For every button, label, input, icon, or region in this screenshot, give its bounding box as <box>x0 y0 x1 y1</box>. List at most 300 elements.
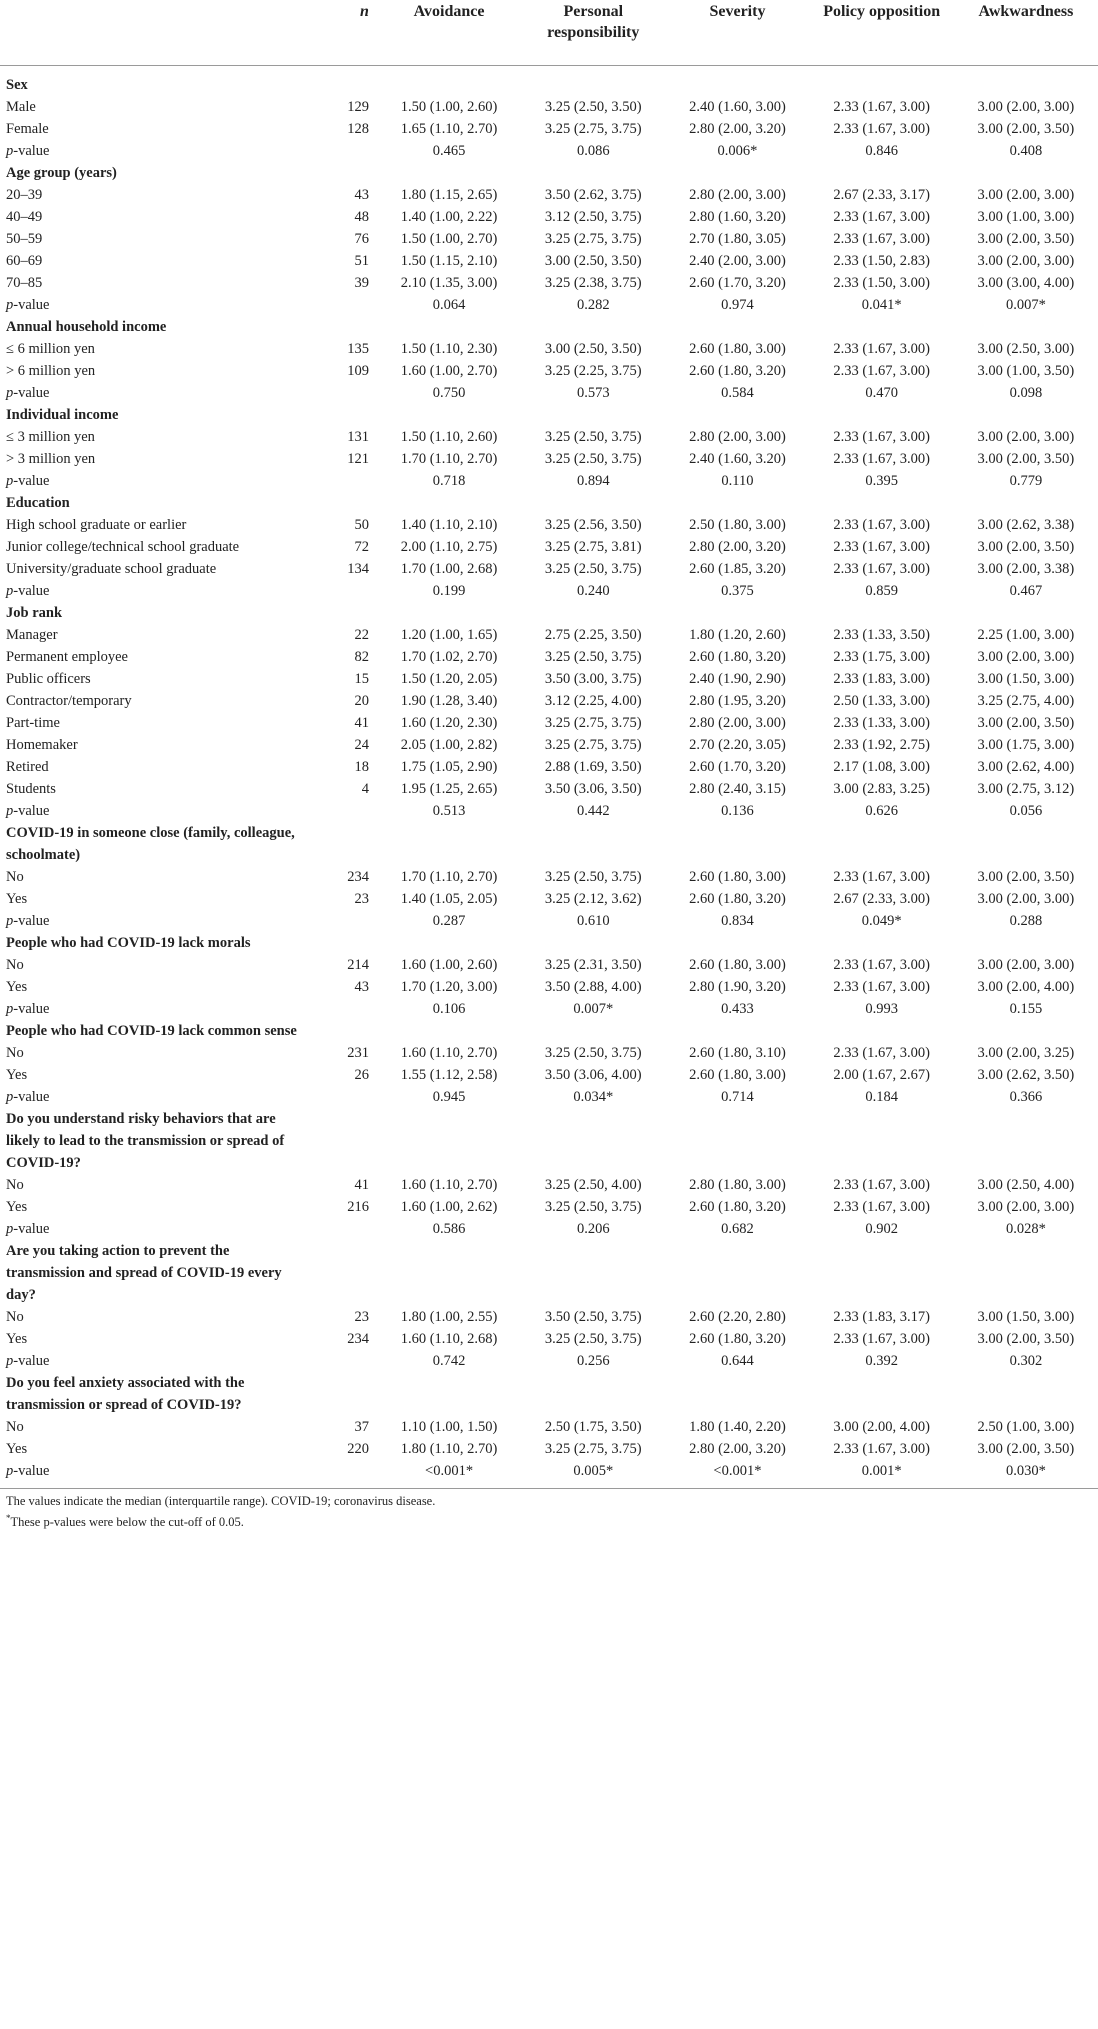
section-header-row <box>0 74 1098 96</box>
row-n: 234 <box>347 869 369 885</box>
table-row <box>0 118 1098 140</box>
cell-severity: 1.80 (1.40, 2.20) <box>689 1419 786 1435</box>
p-suffix: -value <box>13 803 50 819</box>
section-filler <box>307 74 1098 96</box>
cell-policy-opposition: 2.33 (1.92, 2.75) <box>833 737 930 753</box>
row-label: Yes <box>6 1067 28 1083</box>
cell-avoidance: 2.00 (1.10, 2.75) <box>400 539 498 555</box>
row-n: 134 <box>347 561 369 577</box>
p-value-avoidance: 0.465 <box>432 143 466 159</box>
section-header-row <box>0 1372 1098 1416</box>
p-value-avoidance: 0.199 <box>432 583 466 599</box>
p-value-n-empty <box>307 382 377 404</box>
p-value-severity: 0.974 <box>721 297 754 313</box>
cell-severity: 2.60 (1.80, 3.20) <box>689 363 786 379</box>
row-n: 41 <box>354 715 369 731</box>
cell-severity: 2.60 (1.80, 3.20) <box>689 649 786 665</box>
p-value-avoidance: <0.001* <box>425 1463 474 1479</box>
cell-policy-opposition: 2.33 (1.83, 3.00) <box>833 671 930 687</box>
row-label: Permanent employee <box>6 649 128 665</box>
cell-personal-responsibility: 3.25 (2.50, 3.75) <box>544 649 642 665</box>
table-row <box>0 954 1098 976</box>
cell-personal-responsibility: 3.25 (2.75, 3.75) <box>544 715 642 731</box>
cell-policy-opposition: 2.33 (1.67, 3.00) <box>833 1199 930 1215</box>
p-suffix: -value <box>13 1353 50 1369</box>
table-row <box>0 250 1098 272</box>
cell-policy-opposition: 2.33 (1.67, 3.00) <box>833 429 930 445</box>
cell-policy-opposition: 2.67 (2.33, 3.00) <box>833 891 930 907</box>
cell-personal-responsibility: 3.50 (3.00, 3.75) <box>544 671 642 687</box>
p-symbol: p <box>6 385 14 401</box>
p-value-label <box>0 1460 307 1482</box>
cell-severity: 2.40 (1.60, 3.00) <box>689 99 786 115</box>
cell-awkwardness: 3.00 (2.00, 3.00) <box>977 253 1075 269</box>
cell-awkwardness: 2.25 (1.00, 3.00) <box>977 627 1075 643</box>
cell-avoidance: 1.95 (1.25, 2.65) <box>400 781 498 797</box>
cell-avoidance: 1.80 (1.10, 2.70) <box>400 1441 498 1457</box>
row-label: ≤ 3 million yen <box>6 429 95 445</box>
cell-personal-responsibility: 3.25 (2.12, 3.62) <box>544 891 642 907</box>
cell-policy-opposition: 2.00 (1.67, 2.67) <box>833 1067 930 1083</box>
row-n: 131 <box>347 429 369 445</box>
row-label: Female <box>6 121 49 137</box>
table-row <box>0 1416 1098 1438</box>
table-footnotes <box>0 1488 1098 1531</box>
cell-policy-opposition: 2.33 (1.67, 3.00) <box>833 957 930 973</box>
cell-awkwardness: 3.25 (2.75, 4.00) <box>977 693 1075 709</box>
cell-severity: 2.80 (1.90, 3.20) <box>689 979 786 995</box>
cell-policy-opposition: 2.33 (1.75, 3.00) <box>833 649 930 665</box>
cell-severity: 2.60 (1.80, 3.00) <box>689 957 786 973</box>
section-title: COVID-19 in someone close (family, colleague, schoolmate) <box>6 825 295 863</box>
section-header-row <box>0 1108 1098 1174</box>
p-suffix: -value <box>13 385 50 401</box>
row-n: 48 <box>354 209 369 225</box>
p-suffix: -value <box>13 1221 50 1237</box>
cell-avoidance: 1.60 (1.00, 2.70) <box>400 363 498 379</box>
p-value-severity: <0.001* <box>713 1463 762 1479</box>
section-title: Are you taking action to prevent the transmission and spread of COVID-19 every day? <box>6 1243 282 1303</box>
table-row <box>0 1196 1098 1218</box>
cell-avoidance: 1.50 (1.10, 2.30) <box>400 341 498 357</box>
cell-avoidance: 2.05 (1.00, 2.82) <box>400 737 498 753</box>
cell-severity: 2.60 (2.20, 2.80) <box>689 1309 786 1325</box>
p-value-severity: 0.006* <box>717 143 758 159</box>
p-value-label <box>0 580 307 602</box>
table-row <box>0 1328 1098 1350</box>
p-value-avoidance: 0.742 <box>432 1353 466 1369</box>
p-suffix: -value <box>13 1001 50 1017</box>
section-filler <box>307 932 1098 954</box>
cell-policy-opposition: 2.33 (1.83, 3.17) <box>833 1309 930 1325</box>
row-label: No <box>6 1045 24 1061</box>
cell-severity: 2.80 (2.00, 3.00) <box>689 429 786 445</box>
cell-avoidance: 1.50 (1.00, 2.70) <box>400 231 498 247</box>
header-variable <box>0 0 307 66</box>
table-row <box>0 1306 1098 1328</box>
row-label: Part-time <box>6 715 60 731</box>
cell-awkwardness: 3.00 (2.00, 3.00) <box>977 1199 1075 1215</box>
row-n: 18 <box>354 759 369 775</box>
cell-personal-responsibility: 3.25 (2.75, 3.81) <box>544 539 642 555</box>
section-title: Sex <box>6 77 28 93</box>
row-n: 50 <box>354 517 369 533</box>
cell-awkwardness: 3.00 (2.00, 3.00) <box>977 957 1075 973</box>
cell-awkwardness: 3.00 (2.00, 4.00) <box>977 979 1075 995</box>
cell-awkwardness: 3.00 (2.00, 3.00) <box>977 891 1075 907</box>
p-value-awkwardness: 0.467 <box>1009 583 1043 599</box>
cell-awkwardness: 3.00 (2.00, 3.00) <box>977 429 1075 445</box>
p-suffix: -value <box>13 297 50 313</box>
p-suffix: -value <box>13 913 50 929</box>
section-header-row <box>0 932 1098 954</box>
p-value-awkwardness: 0.288 <box>1009 913 1043 929</box>
header-policy-opposition: Policy opposition <box>810 0 954 66</box>
table-row <box>0 712 1098 734</box>
row-n: 109 <box>347 363 369 379</box>
cell-severity: 2.70 (2.20, 3.05) <box>689 737 786 753</box>
section-title: Job rank <box>6 605 63 621</box>
table-row <box>0 888 1098 910</box>
p-symbol: p <box>6 473 14 489</box>
row-label: Yes <box>6 891 28 907</box>
p-value-n-empty <box>307 294 377 316</box>
row-label: Students <box>6 781 56 797</box>
table-row <box>0 426 1098 448</box>
p-value-avoidance: 0.287 <box>432 913 466 929</box>
cell-policy-opposition: 2.33 (1.67, 3.00) <box>833 517 930 533</box>
cell-policy-opposition: 2.33 (1.67, 3.00) <box>833 979 930 995</box>
section-header-row <box>0 162 1098 184</box>
p-suffix: -value <box>13 583 50 599</box>
table-row <box>0 514 1098 536</box>
row-label: Contractor/temporary <box>6 693 132 709</box>
p-value-severity: 0.644 <box>721 1353 754 1369</box>
p-value-row <box>0 910 1098 932</box>
table-row <box>0 976 1098 998</box>
section-filler <box>307 1240 1098 1306</box>
cell-severity: 2.80 (2.40, 3.15) <box>689 781 786 797</box>
table-row <box>0 734 1098 756</box>
cell-awkwardness: 3.00 (2.00, 3.50) <box>977 539 1075 555</box>
cell-personal-responsibility: 3.25 (2.38, 3.75) <box>544 275 642 291</box>
cell-severity: 2.60 (1.70, 3.20) <box>689 759 786 775</box>
p-value-personal-responsibility: 0.256 <box>576 1353 610 1369</box>
p-value-severity: 0.110 <box>721 473 754 489</box>
cell-awkwardness: 3.00 (2.00, 3.50) <box>977 121 1075 137</box>
section-title: Do you feel anxiety associated with the transmission or spread of COVID-19? <box>6 1375 245 1413</box>
cell-personal-responsibility: 3.25 (2.31, 3.50) <box>544 957 642 973</box>
cell-awkwardness: 3.00 (2.00, 3.50) <box>977 231 1075 247</box>
cell-avoidance: 1.50 (1.10, 2.60) <box>400 429 498 445</box>
p-value-personal-responsibility: 0.442 <box>576 803 610 819</box>
cell-awkwardness: 3.00 (2.00, 3.00) <box>977 649 1075 665</box>
cell-severity: 2.80 (2.00, 3.20) <box>689 539 786 555</box>
cell-severity: 2.60 (1.80, 3.20) <box>689 1199 786 1215</box>
cell-personal-responsibility: 3.50 (3.06, 3.50) <box>544 781 642 797</box>
table-row <box>0 1064 1098 1086</box>
header-avoidance: Avoidance <box>377 0 521 66</box>
cell-policy-opposition: 2.33 (1.67, 3.00) <box>833 341 930 357</box>
row-label: Homemaker <box>6 737 78 753</box>
p-value-row <box>0 800 1098 822</box>
table-row <box>0 184 1098 206</box>
p-value-policy-opposition: 0.041* <box>861 297 902 313</box>
table-row <box>0 338 1098 360</box>
p-value-personal-responsibility: 0.007* <box>573 1001 614 1017</box>
p-value-label <box>0 1218 307 1240</box>
cell-severity: 2.60 (1.80, 3.00) <box>689 869 786 885</box>
cell-awkwardness: 3.00 (1.50, 3.00) <box>977 671 1075 687</box>
p-value-policy-opposition: 0.993 <box>865 1001 898 1017</box>
section-filler <box>307 602 1098 624</box>
cell-avoidance: 1.40 (1.05, 2.05) <box>400 891 498 907</box>
row-n: 22 <box>354 627 369 643</box>
p-value-personal-responsibility: 0.573 <box>576 385 610 401</box>
cell-personal-responsibility: 3.25 (2.75, 3.75) <box>544 121 642 137</box>
cell-awkwardness: 3.00 (2.62, 3.50) <box>977 1067 1075 1083</box>
p-symbol: p <box>6 1463 14 1479</box>
cell-personal-responsibility: 3.50 (2.62, 3.75) <box>544 187 642 203</box>
table-row <box>0 448 1098 470</box>
cell-policy-opposition: 2.50 (1.33, 3.00) <box>833 693 930 709</box>
cell-policy-opposition: 2.17 (1.08, 3.00) <box>833 759 930 775</box>
table-row <box>0 228 1098 250</box>
cell-severity: 2.80 (1.60, 3.20) <box>689 209 786 225</box>
cell-policy-opposition: 2.33 (1.67, 3.00) <box>833 99 930 115</box>
row-n: 39 <box>354 275 369 291</box>
row-label: No <box>6 1177 24 1193</box>
cell-awkwardness: 3.00 (2.00, 3.50) <box>977 451 1075 467</box>
row-label: No <box>6 1419 24 1435</box>
p-symbol: p <box>6 1353 14 1369</box>
cell-personal-responsibility: 2.88 (1.69, 3.50) <box>544 759 642 775</box>
header-awkwardness: Awkwardness <box>954 0 1098 66</box>
cell-personal-responsibility: 2.50 (1.75, 3.50) <box>544 1419 642 1435</box>
footnote-mark: * <box>6 1513 11 1523</box>
section-filler <box>307 1372 1098 1416</box>
p-value-awkwardness: 0.302 <box>1009 1353 1043 1369</box>
row-label: ≤ 6 million yen <box>6 341 95 357</box>
cell-awkwardness: 3.00 (2.00, 3.25) <box>977 1045 1075 1061</box>
cell-avoidance: 1.70 (1.02, 2.70) <box>400 649 498 665</box>
row-n: 20 <box>354 693 369 709</box>
cell-awkwardness: 3.00 (2.75, 3.12) <box>977 781 1075 797</box>
cell-severity: 2.40 (2.00, 3.00) <box>689 253 786 269</box>
cell-personal-responsibility: 3.00 (2.50, 3.50) <box>544 341 642 357</box>
p-symbol: p <box>6 143 14 159</box>
table-row <box>0 1174 1098 1196</box>
section-header-row <box>0 1020 1098 1042</box>
p-symbol: p <box>6 1221 14 1237</box>
cell-personal-responsibility: 3.25 (2.75, 3.75) <box>544 1441 642 1457</box>
cell-severity: 2.60 (1.80, 3.20) <box>689 891 786 907</box>
cell-policy-opposition: 2.33 (1.67, 3.00) <box>833 209 930 225</box>
cell-avoidance: 1.70 (1.20, 3.00) <box>400 979 498 995</box>
section-header-row <box>0 404 1098 426</box>
cell-policy-opposition: 2.33 (1.67, 3.00) <box>833 1441 930 1457</box>
row-n: 231 <box>347 1045 369 1061</box>
row-n: 220 <box>347 1441 369 1457</box>
table-body <box>0 66 1098 1483</box>
p-value-n-empty <box>307 1218 377 1240</box>
cell-avoidance: 1.20 (1.00, 1.65) <box>400 627 498 643</box>
cell-avoidance: 1.80 (1.15, 2.65) <box>400 187 498 203</box>
row-n: 51 <box>354 253 369 269</box>
p-value-label <box>0 382 307 404</box>
p-value-personal-responsibility: 0.610 <box>576 913 610 929</box>
cell-avoidance: 1.40 (1.10, 2.10) <box>400 517 498 533</box>
cell-severity: 1.80 (1.20, 2.60) <box>689 627 786 643</box>
cell-policy-opposition: 2.67 (2.33, 3.17) <box>833 187 930 203</box>
row-n: 41 <box>354 1177 369 1193</box>
row-n: 43 <box>354 979 369 995</box>
p-value-awkwardness: 0.098 <box>1009 385 1043 401</box>
cell-awkwardness: 3.00 (2.62, 4.00) <box>977 759 1075 775</box>
cell-awkwardness: 3.00 (2.00, 3.00) <box>977 187 1075 203</box>
row-label: 20–39 <box>6 187 43 203</box>
section-title: Education <box>6 495 70 511</box>
cell-avoidance: 1.80 (1.00, 2.55) <box>400 1309 498 1325</box>
p-value-policy-opposition: 0.395 <box>865 473 898 489</box>
row-n: 234 <box>347 1331 369 1347</box>
p-value-policy-opposition: 0.626 <box>865 803 898 819</box>
row-n: 24 <box>354 737 369 753</box>
row-label: Yes <box>6 1331 28 1347</box>
cell-avoidance: 1.60 (1.20, 2.30) <box>400 715 498 731</box>
row-label: Yes <box>6 979 28 995</box>
section-header-row <box>0 1240 1098 1306</box>
row-n: 76 <box>354 231 369 247</box>
cell-awkwardness: 3.00 (2.00, 3.38) <box>977 561 1075 577</box>
row-n: 135 <box>347 341 369 357</box>
cell-awkwardness: 3.00 (1.50, 3.00) <box>977 1309 1075 1325</box>
p-value-avoidance: 0.064 <box>432 297 466 313</box>
cell-awkwardness: 3.00 (2.00, 3.50) <box>977 715 1075 731</box>
p-value-label <box>0 1086 307 1108</box>
cell-awkwardness: 3.00 (3.00, 4.00) <box>977 275 1075 291</box>
cell-awkwardness: 3.00 (2.00, 3.50) <box>977 1331 1075 1347</box>
cell-severity: 2.80 (1.95, 3.20) <box>689 693 786 709</box>
p-value-n-empty <box>307 998 377 1020</box>
cell-personal-responsibility: 3.25 (2.50, 4.00) <box>544 1177 642 1193</box>
table-row <box>0 668 1098 690</box>
cell-policy-opposition: 2.33 (1.67, 3.00) <box>833 1045 930 1061</box>
cell-severity: 2.60 (1.80, 3.10) <box>689 1045 786 1061</box>
cell-personal-responsibility: 3.25 (2.25, 3.75) <box>544 363 642 379</box>
p-value-label <box>0 294 307 316</box>
cell-avoidance: 1.60 (1.00, 2.62) <box>400 1199 498 1215</box>
p-symbol: p <box>6 297 14 313</box>
spacer-row <box>0 66 1098 75</box>
p-value-policy-opposition: 0.470 <box>865 385 898 401</box>
row-label: No <box>6 957 24 973</box>
cell-severity: 2.80 (2.00, 3.20) <box>689 121 786 137</box>
section-title: People who had COVID-19 lack common sense <box>6 1023 297 1039</box>
footnote-significance-text: These p-values were below the cut-off of 0.05. <box>10 1515 244 1530</box>
p-value-n-empty <box>307 910 377 932</box>
p-symbol: p <box>6 1089 14 1105</box>
cell-personal-responsibility: 3.25 (2.50, 3.75) <box>544 451 642 467</box>
row-n: 72 <box>354 539 369 555</box>
p-value-avoidance: 0.106 <box>432 1001 466 1017</box>
cell-personal-responsibility: 3.25 (2.50, 3.75) <box>544 1331 642 1347</box>
cell-policy-opposition: 2.33 (1.67, 3.00) <box>833 121 930 137</box>
p-value-label <box>0 1350 307 1372</box>
p-symbol: p <box>6 583 14 599</box>
p-value-row <box>0 294 1098 316</box>
cell-personal-responsibility: 3.12 (2.25, 4.00) <box>544 693 642 709</box>
cell-avoidance: 1.60 (1.00, 2.60) <box>400 957 498 973</box>
row-n: 23 <box>354 1309 369 1325</box>
cell-severity: 2.40 (1.60, 3.20) <box>689 451 786 467</box>
section-header-row <box>0 316 1098 338</box>
cell-severity: 2.60 (1.80, 3.00) <box>689 1067 786 1083</box>
header-n: n <box>307 0 377 66</box>
section-filler <box>307 404 1098 426</box>
cell-policy-opposition: 2.33 (1.67, 3.00) <box>833 231 930 247</box>
p-symbol: p <box>6 803 14 819</box>
p-value-personal-responsibility: 0.206 <box>576 1221 610 1237</box>
row-label: Retired <box>6 759 49 775</box>
spacer-cell <box>0 66 1098 75</box>
p-value-row <box>0 1086 1098 1108</box>
header-personal-responsibility: Personal responsibility <box>521 0 665 66</box>
p-value-row <box>0 140 1098 162</box>
p-value-awkwardness: 0.007* <box>1005 297 1046 313</box>
p-value-row <box>0 470 1098 492</box>
cell-avoidance: 1.60 (1.10, 2.68) <box>400 1331 498 1347</box>
cell-avoidance: 1.50 (1.20, 2.05) <box>400 671 498 687</box>
row-label: Yes <box>6 1441 28 1457</box>
cell-policy-opposition: 2.33 (1.33, 3.00) <box>833 715 930 731</box>
cell-severity: 2.60 (1.80, 3.00) <box>689 341 786 357</box>
p-value-awkwardness: 0.366 <box>1009 1089 1043 1105</box>
section-filler <box>307 822 1098 866</box>
cell-personal-responsibility: 3.25 (2.50, 3.50) <box>544 99 642 115</box>
p-value-label <box>0 470 307 492</box>
table-row <box>0 1042 1098 1064</box>
p-value-avoidance: 0.586 <box>432 1221 466 1237</box>
row-label: University/graduate school graduate <box>6 561 217 577</box>
cell-awkwardness: 3.00 (2.62, 3.38) <box>977 517 1075 533</box>
p-value-avoidance: 0.750 <box>432 385 466 401</box>
cell-avoidance: 1.10 (1.00, 1.50) <box>400 1419 498 1435</box>
cell-avoidance: 1.40 (1.00, 2.22) <box>400 209 498 225</box>
row-label: 70–85 <box>6 275 43 291</box>
row-n: 43 <box>354 187 369 203</box>
p-value-row <box>0 1218 1098 1240</box>
p-value-n-empty <box>307 470 377 492</box>
cell-avoidance: 1.50 (1.00, 2.60) <box>400 99 498 115</box>
cell-personal-responsibility: 3.25 (2.50, 3.75) <box>544 429 642 445</box>
cell-personal-responsibility: 3.25 (2.50, 3.75) <box>544 869 642 885</box>
cell-severity: 2.70 (1.80, 3.05) <box>689 231 786 247</box>
cell-personal-responsibility: 3.25 (2.75, 3.75) <box>544 737 642 753</box>
cell-avoidance: 1.60 (1.10, 2.70) <box>400 1177 498 1193</box>
cell-awkwardness: 3.00 (2.00, 3.00) <box>977 99 1075 115</box>
p-value-awkwardness: 0.028* <box>1005 1221 1046 1237</box>
row-label: Male <box>6 99 36 115</box>
section-title: Do you understand risky behaviors that are likely to lead to the transmission or spread of COVID-19? <box>6 1111 285 1171</box>
row-label: > 6 million yen <box>6 363 96 379</box>
footnote-significance <box>6 1510 1098 1531</box>
row-label: No <box>6 869 24 885</box>
p-value-awkwardness: 0.030* <box>1005 1463 1046 1479</box>
row-label: Manager <box>6 627 58 643</box>
cell-avoidance: 1.70 (1.00, 2.68) <box>400 561 498 577</box>
p-value-policy-opposition: 0.184 <box>865 1089 898 1105</box>
